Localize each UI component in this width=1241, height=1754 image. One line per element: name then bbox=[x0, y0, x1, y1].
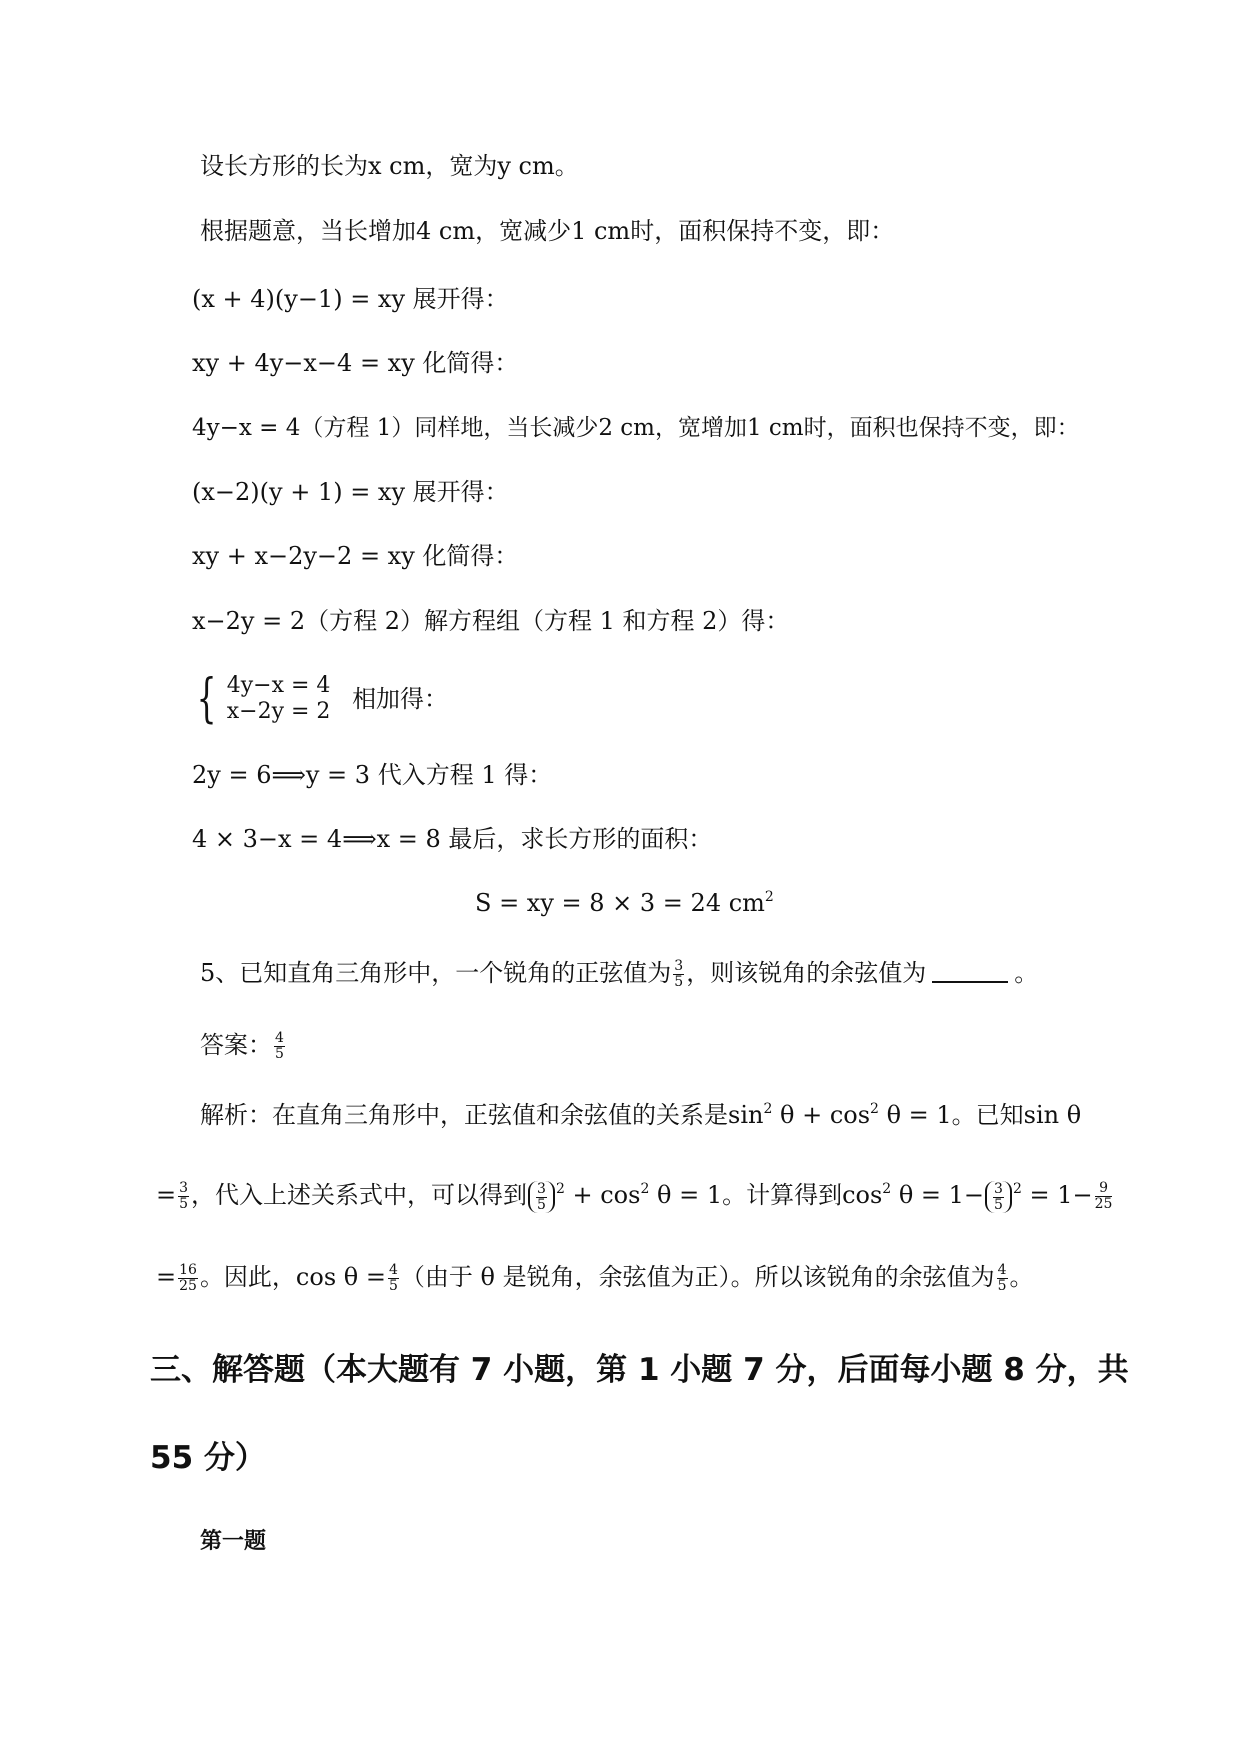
fraction bbox=[1095, 1181, 1113, 1212]
fraction-denominator: 5 bbox=[537, 1196, 546, 1213]
fraction-denominator: 5 bbox=[275, 1046, 284, 1062]
fraction bbox=[536, 1182, 547, 1213]
fraction-numerator: 16 bbox=[179, 1262, 197, 1278]
analysis-text: θ = 1。计算得到cos bbox=[649, 1181, 883, 1209]
answer-label: 答案： bbox=[200, 1031, 272, 1059]
analysis-line-1 bbox=[200, 1100, 1081, 1130]
fraction bbox=[178, 1181, 189, 1212]
solution-line-1: 设长方形的长为x cm，宽为y cm。 bbox=[200, 152, 579, 180]
fraction-denominator: 5 bbox=[674, 974, 684, 990]
system-after-text: 相加得： bbox=[352, 685, 449, 713]
question-5-end: 。 bbox=[1014, 959, 1039, 987]
area-formula-text: S = xy = 8 × 3 = 24 cm bbox=[475, 889, 765, 917]
fraction-numerator: 3 bbox=[537, 1180, 546, 1197]
fraction-denominator: 5 bbox=[388, 1278, 398, 1294]
fraction bbox=[673, 959, 684, 990]
analysis-line-3 bbox=[156, 1262, 1034, 1294]
solution-line-8: x−2y = 2（方程 2）解方程组（方程 1 和方程 2）得： bbox=[192, 607, 790, 635]
answer-blank bbox=[932, 961, 1008, 983]
section-heading-line-2: 55 分） bbox=[150, 1440, 266, 1476]
fraction-numerator: 3 bbox=[674, 958, 684, 974]
fraction-numerator: 3 bbox=[994, 1180, 1003, 1197]
solution-line-6: (x−2)(y + 1) = xy 展开得： bbox=[192, 478, 509, 506]
fraction bbox=[388, 1263, 399, 1294]
solution-line-4: xy + 4y−x−4 = xy 化简得： bbox=[192, 349, 519, 377]
fraction-numerator: 4 bbox=[997, 1262, 1007, 1278]
fraction-denominator: 25 bbox=[179, 1278, 197, 1294]
analysis-text: 解析：在直角三角形中，正弦值和余弦值的关系是sin bbox=[200, 1101, 764, 1129]
superscript: 2 bbox=[870, 1101, 879, 1117]
analysis-text: = 1− bbox=[1021, 1181, 1093, 1209]
solution-line-3: (x + 4)(y−1) = xy 展开得： bbox=[192, 285, 509, 313]
fraction-numerator: 4 bbox=[388, 1262, 398, 1278]
question-5-suffix: ，则该锐角的余弦值为 bbox=[686, 959, 927, 987]
left-brace-icon: { bbox=[196, 669, 217, 729]
fraction bbox=[993, 1182, 1004, 1213]
analysis-text: θ + cos bbox=[772, 1101, 871, 1129]
equation-system bbox=[190, 669, 449, 729]
analysis-text: 。因此，cos θ = bbox=[199, 1263, 386, 1291]
analysis-text: 。 bbox=[1009, 1263, 1034, 1291]
analysis-text: = bbox=[156, 1263, 177, 1291]
analysis-line-2 bbox=[156, 1180, 1114, 1213]
fraction bbox=[997, 1263, 1008, 1294]
fraction-denominator: 25 bbox=[1094, 1196, 1113, 1212]
area-formula bbox=[475, 888, 774, 918]
system-equations bbox=[227, 673, 331, 725]
fraction-numerator: 4 bbox=[275, 1030, 284, 1046]
analysis-text: （由于 θ 是锐角，余弦值为正）。所以该锐角的余弦值为 bbox=[400, 1263, 995, 1291]
analysis-text: ，代入上述关系式中，可以得到 bbox=[191, 1181, 528, 1209]
fraction-denominator: 5 bbox=[997, 1278, 1007, 1294]
answer-fraction bbox=[274, 1031, 285, 1062]
fraction-numerator: 9 bbox=[1095, 1181, 1113, 1197]
fraction bbox=[178, 1263, 198, 1294]
superscript: 2 bbox=[640, 1181, 650, 1197]
system-equation-1: 4y−x = 4 bbox=[226, 673, 331, 698]
first-question-title: 第一题 bbox=[200, 1529, 267, 1554]
question-5-prefix: 5、已知直角三角形中，一个锐角的正弦值为 bbox=[200, 959, 672, 987]
system-equation-2: x−2y = 2 bbox=[226, 699, 331, 724]
fraction-denominator: 5 bbox=[179, 1196, 189, 1212]
solution-line-11: 4 × 3−x = 4⟹x = 8 最后，求长方形的面积： bbox=[192, 825, 713, 853]
analysis-text: θ = 1。已知sin θ bbox=[878, 1101, 1082, 1129]
analysis-text: θ = 1− bbox=[891, 1181, 985, 1209]
solution-line-10: 2y = 6⟹y = 3 代入方程 1 得： bbox=[192, 761, 553, 789]
superscript: 2 bbox=[1012, 1181, 1022, 1197]
parenthesized-fraction bbox=[528, 1181, 555, 1213]
superscript: 2 bbox=[763, 1101, 773, 1117]
solution-line-5: 4y−x = 4（方程 1）同样地，当长减少2 cm，宽增加1 cm时，面积也保持不变，即： bbox=[192, 415, 1080, 441]
solution-line-2: 根据题意，当长增加4 cm，宽减少1 cm时，面积保持不变，即： bbox=[200, 217, 895, 245]
parenthesized-fraction bbox=[985, 1181, 1012, 1213]
superscript: 2 bbox=[882, 1181, 892, 1197]
superscript: 2 bbox=[555, 1181, 565, 1197]
question-5 bbox=[200, 958, 1038, 990]
solution-line-7: xy + x−2y−2 = xy 化简得： bbox=[192, 542, 519, 570]
area-formula-sup: 2 bbox=[764, 889, 774, 905]
fraction-denominator: 5 bbox=[994, 1196, 1003, 1213]
section-heading-line-1: 三、解答题（本大题有 7 小题，第 1 小题 7 分，后面每小题 8 分，共 bbox=[150, 1352, 1129, 1388]
fraction-numerator: 3 bbox=[179, 1180, 189, 1196]
analysis-text: = bbox=[156, 1181, 177, 1209]
analysis-text: + cos bbox=[564, 1181, 641, 1209]
answer-line bbox=[200, 1030, 287, 1062]
